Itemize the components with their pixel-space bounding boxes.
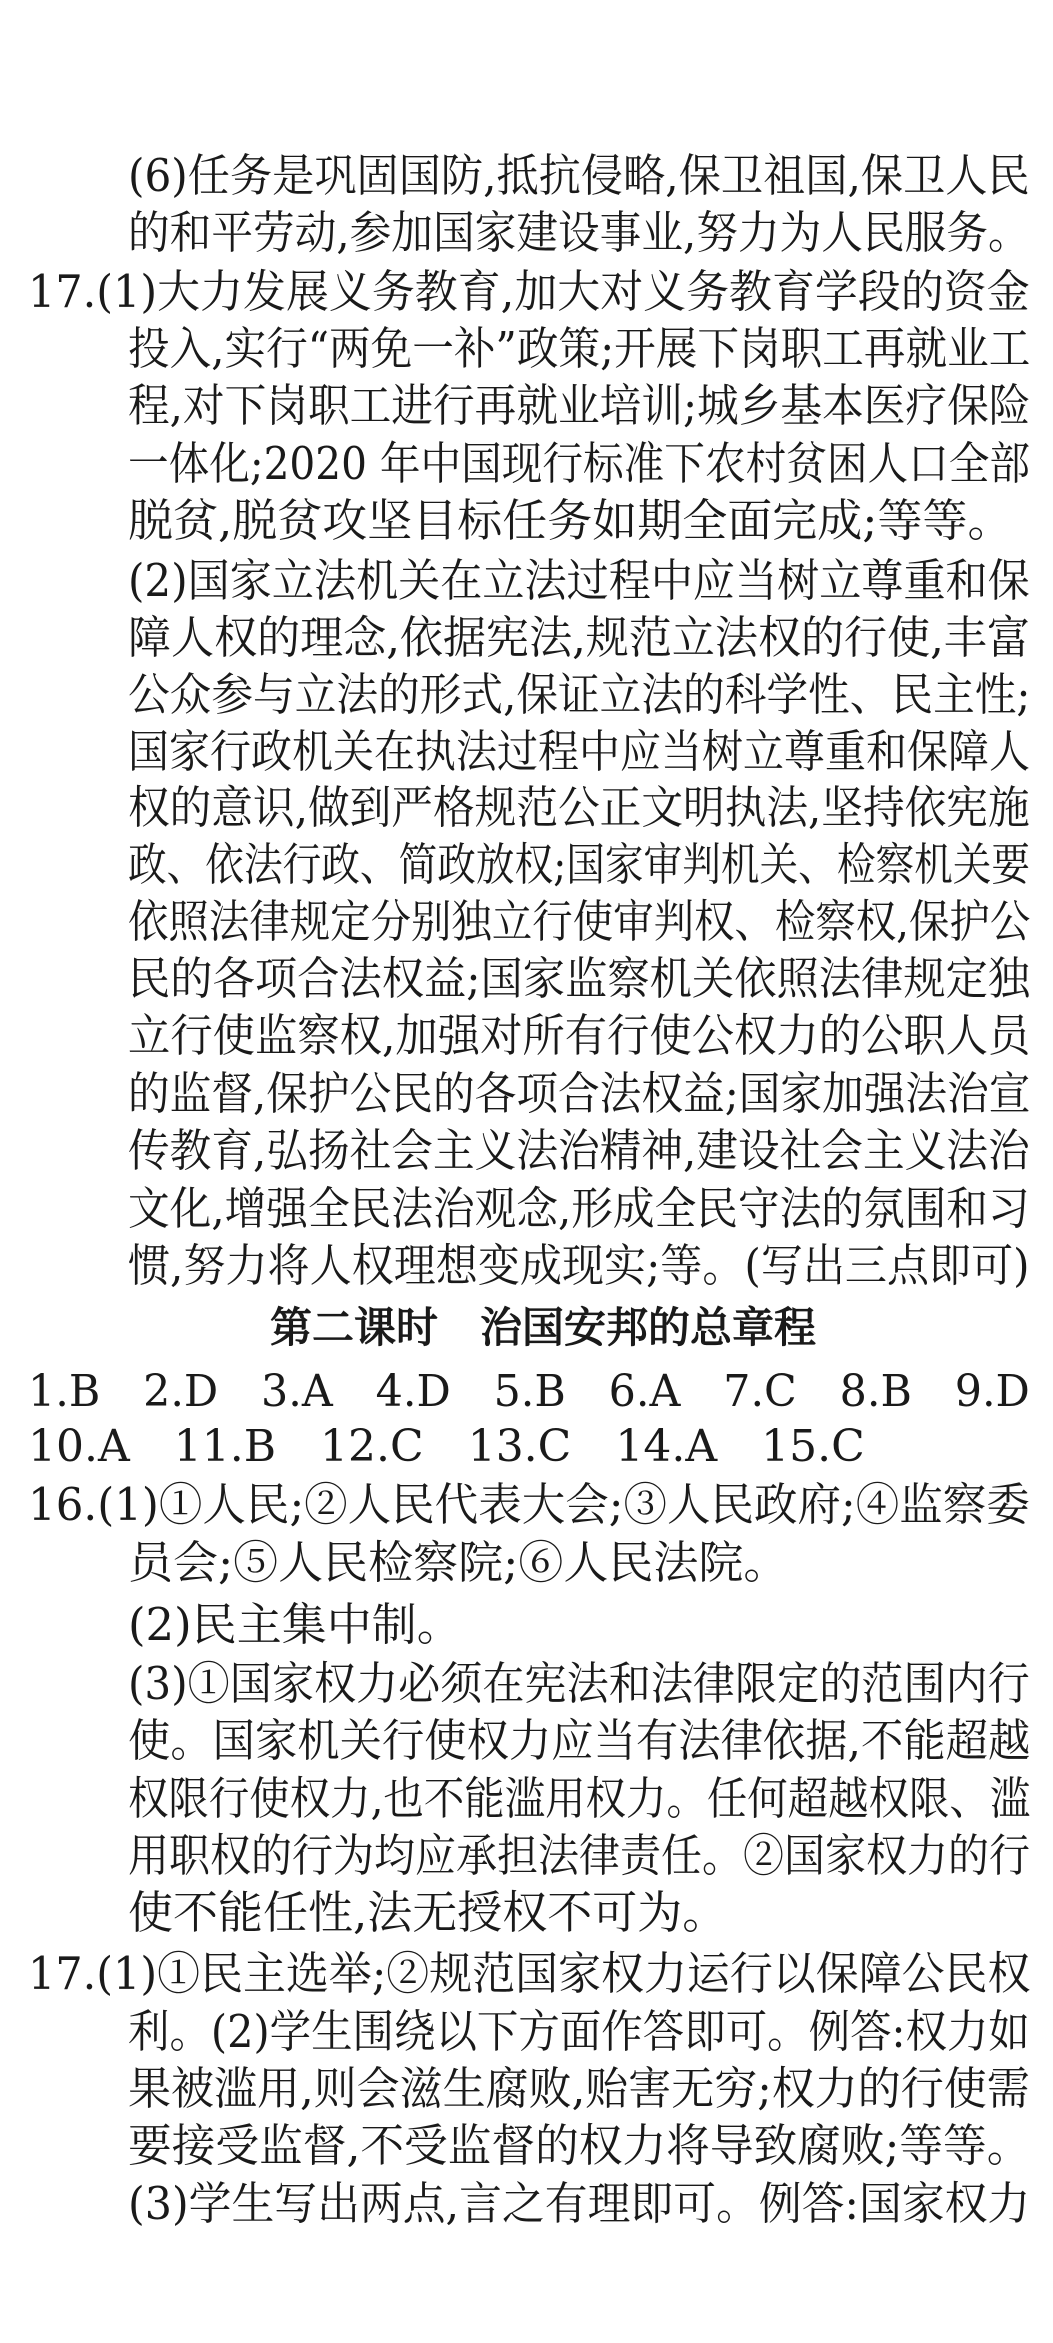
text-line: 障人权的理念,依据宪法,规范立法权的行使,丰富 [128,611,1030,664]
text-line: 一体化;2020 年中国现行标准下农村贫困人口全部 [128,437,1030,490]
text-line: 17.(1)大力发展义务教育,加大对义务教育学段的资金 [28,265,1030,318]
text-line: 程,对下岗职工进行再就业培训;城乡基本医疗保险 [128,379,1031,432]
text-line: 用职权的行为均应承担法律责任。②国家权力的行 [128,1829,1031,1882]
text-line: 依照法律规定分别独立行使审判权、检察权,保护公 [128,895,1031,948]
text-line: 的和平劳动,参加国家建设事业,努力为人民服务。 [128,206,1030,259]
text-line: 果被滥用,则会滋生腐败,贻害无穷;权力的行使需 [128,2062,1030,2115]
text-line: 的监督,保护公民的各项合法权益;国家加强法治宣 [128,1067,1031,1120]
text-line: 政、依法行政、简政放权;国家审判机关、检察机关要 [128,838,1031,891]
text-line: 使不能任性,法无授权不可为。 [128,1886,728,1939]
text-line: (2)民主集中制。 [128,1598,462,1651]
answer-key-line: 10.A 11.B 12.C 13.C 14.A 15.C [28,1421,865,1472]
text-line: 立行使监察权,加强对所有行使公权力的公职人员 [128,1009,1031,1062]
section-heading: 第二课时 治国安邦的总章程 [270,1303,817,1352]
text-line: 要接受监督,不受监督的权力将导致腐败;等等。 [128,2119,1031,2172]
text-line: 国家行政机关在执法过程中应当树立尊重和保障人 [128,725,1031,778]
text-line: 权限行使权力,也不能滥用权力。任何超越权限、滥 [128,1772,1031,1825]
text-line: 利。(2)学生围绕以下方面作答即可。例答:权力如 [128,2005,1030,2058]
text-line: 民的各项合法权益;国家监察机关依照法律规定独 [128,952,1031,1005]
text-line: 惯,努力将人权理想变成现实;等。(写出三点即可) [128,1239,1030,1292]
text-line: 权的意识,做到严格规范公正文明执法,坚持依宪施 [128,781,1030,834]
answer-key-line: 1.B 2.D 3.A 4.D 5.B 6.A 7.C 8.B 9.D [28,1366,1030,1417]
text-line: (3)①国家权力必须在宪法和法律限定的范围内行 [128,1657,1030,1710]
text-line: 员会;⑤人民检察院;⑥人民法院。 [128,1536,789,1589]
text-line: (2)国家立法机关在立法过程中应当树立尊重和保 [128,554,1030,607]
text-line: (3)学生写出两点,言之有理即可。例答:国家权力 [128,2177,1031,2230]
text-line: 传教育,弘扬社会主义法治精神,建设社会主义法治 [128,1124,1030,1177]
text-line: 17.(1)①民主选举;②规范国家权力运行以保障公民权 [28,1947,1031,2000]
text-line: (6)任务是巩固国防,抵抗侵略,保卫祖国,保卫人民 [128,149,1030,202]
text-line: 公众参与立法的形式,保证立法的科学性、民主性; [128,668,1031,721]
text-line: 投入,实行“两免一补”政策;开展下岗职工再就业工 [128,322,1031,375]
text-line: 文化,增强全民法治观念,形成全民守法的氛围和习 [128,1182,1030,1235]
text-line: 16.(1)①人民;②人民代表大会;③人民政府;④监察委 [28,1478,1030,1531]
text-line: 脱贫,脱贫攻坚目标任务如期全面完成;等等。 [128,494,1013,547]
text-line: 使。国家机关行使权力应当有法律依据,不能超越 [128,1714,1031,1767]
